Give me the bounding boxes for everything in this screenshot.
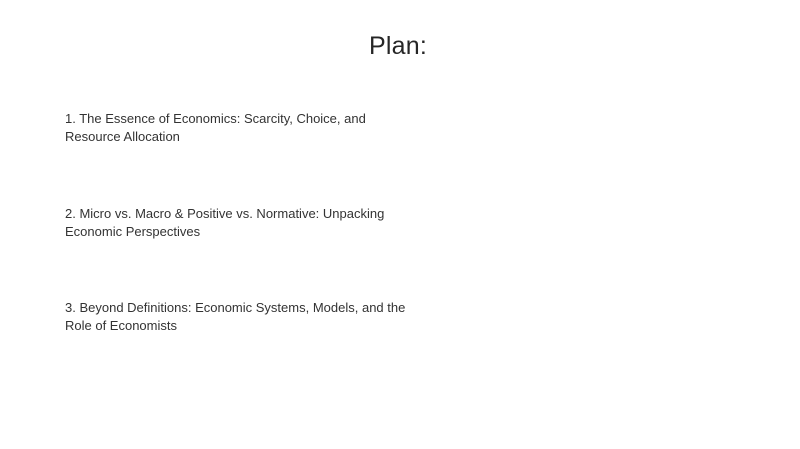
plan-item-3: 3. Beyond Definitions: Economic Systems, Models, and the Role of Economists	[65, 300, 406, 333]
plan-item-1: 1. The Essence of Economics: Scarcity, Choice, and Resource Allocation	[65, 111, 366, 144]
slide-title: Plan:	[369, 32, 427, 60]
plan-item-2: 2. Micro vs. Macro & Positive vs. Normative: Unpacking Economic Perspectives	[65, 206, 385, 239]
